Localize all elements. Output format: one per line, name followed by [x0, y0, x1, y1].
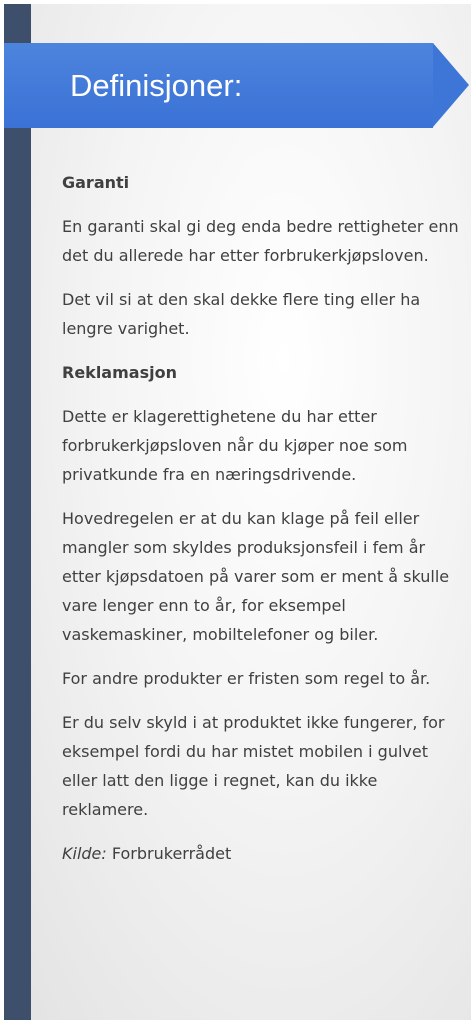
- garanti-paragraph-2: Det vil si at den skal dekke flere ting eller ha lengre varighet.: [62, 290, 421, 338]
- garanti-paragraph-1: En garanti skal gi deg enda bedre rettigheter enn det du allerede har etter forbrukerkjøpsloven.: [62, 217, 459, 265]
- source-line: [62, 839, 462, 868]
- banner-title: Definisjoner:: [70, 68, 243, 103]
- source-label: Kilde:: [62, 844, 107, 863]
- heading-reklamasjon: Reklamasjon: [62, 363, 177, 382]
- reklamasjon-paragraph-4: Er du selv skyld i at produktet ikke fungerer, for eksempel fordi du har mistet mobilen i gulvet eller latt den ligge i regnet, kan du ikke reklamere.: [62, 713, 445, 819]
- reklamasjon-paragraph-3: For andre produkter er fristen som regel to år.: [62, 669, 431, 688]
- reklamasjon-paragraph-1: Dette er klagerettighetene du har etter forbrukerkjøpsloven når du kjøper noe som privatkunde fra en næringsdrivende.: [62, 407, 408, 484]
- reklamasjon-paragraph-2: Hovedregelen er at du kan klage på feil eller mangler som skyldes produksjonsfeil i fem år etter kjøpsdatoen på varer som er ment å skulle vare lenger enn to år, for eksempel vaskemaskiner, mobiltelefoner og biler.: [62, 509, 450, 644]
- banner-arrow: [433, 43, 469, 127]
- heading-garanti: Garanti: [62, 173, 130, 192]
- source-name: Forbrukerrådet: [111, 844, 232, 863]
- side-bar: [4, 4, 31, 1020]
- content: [62, 168, 462, 883]
